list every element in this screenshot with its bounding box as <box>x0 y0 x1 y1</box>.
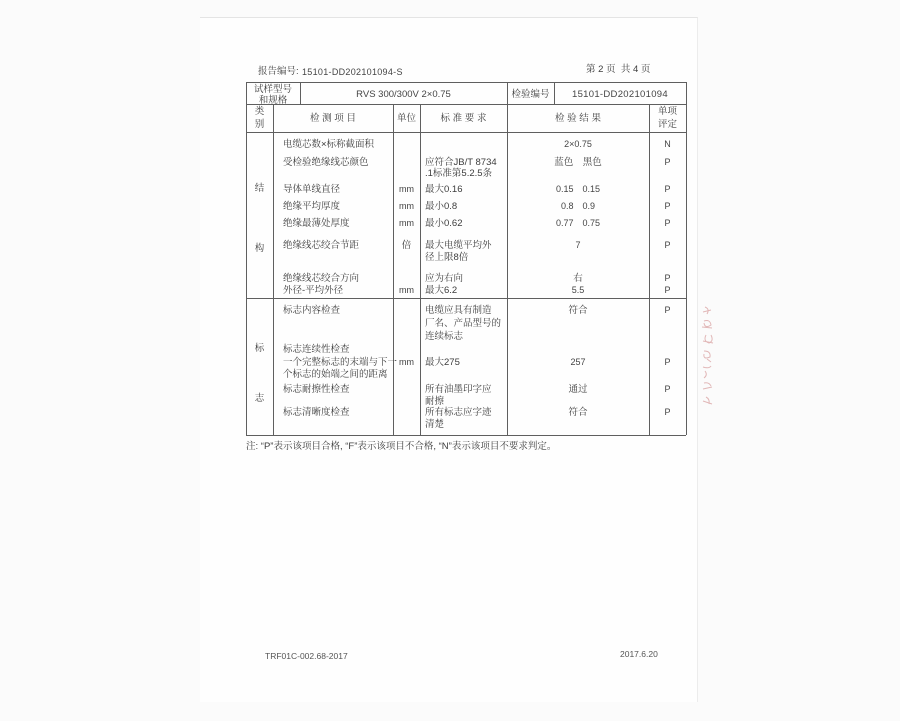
row4-item: 绝缘平均厚度 <box>283 201 341 212</box>
row10-unit: mm <box>399 357 414 367</box>
inspect-no-label: 检验编号 <box>511 89 550 100</box>
category-marking-char2: 志 <box>254 393 265 404</box>
row11-req-line1: 所有油墨印字应 <box>425 384 492 395</box>
row8-unit: mm <box>399 285 414 295</box>
category-structure-char2: 构 <box>254 243 265 254</box>
row9-result: 符合 <box>568 305 588 316</box>
col-unit: 单位 <box>396 113 416 124</box>
row3-item: 导体单线直径 <box>283 184 341 195</box>
inspect-no-value: 15101-DD202101094 <box>572 89 668 100</box>
row3-eval: P <box>664 184 671 194</box>
row10-result: 257 <box>570 357 586 367</box>
row10-item-line1: 标志连续性检查 <box>283 344 350 355</box>
row11-item: 标志耐擦性检查 <box>283 384 350 395</box>
col-category-line1: 类 <box>254 106 265 117</box>
row6-unit: 倍 <box>401 240 412 251</box>
row5-req: 最小0.62 <box>425 218 463 229</box>
row8-result: 5.5 <box>571 285 585 295</box>
table-line-section <box>246 298 686 299</box>
row10-item-line2: 一个完整标志的末端与下一 <box>283 357 398 368</box>
row3-unit: mm <box>399 184 414 194</box>
row6-item: 绝缘线芯绞合节距 <box>283 240 360 251</box>
row2-item: 受检验绝缘线芯颜色 <box>283 157 369 168</box>
row12-item: 标志清晰度检查 <box>283 407 350 418</box>
row10-req: 最大275 <box>425 357 460 368</box>
row5-unit: mm <box>399 218 414 228</box>
report-no-value: 15101-DD202101094-S <box>302 67 403 77</box>
row2-result: 蓝色 黑色 <box>554 157 602 168</box>
col-result: 检 验 结 果 <box>555 113 601 124</box>
row4-req: 最小0.8 <box>425 201 458 212</box>
report-no-label: 报告编号: <box>258 66 299 77</box>
footer-date: 2017.6.20 <box>620 649 658 659</box>
category-structure-char1: 结 <box>254 183 265 194</box>
row7-item: 绝缘线芯绞合方向 <box>283 273 360 284</box>
table-line-h1 <box>246 104 686 105</box>
table-line-h2 <box>246 132 686 133</box>
sample-label-line1: 试样型号 <box>253 84 292 95</box>
row7-eval: P <box>664 273 671 283</box>
row5-item: 绝缘最薄处厚度 <box>283 218 350 229</box>
row9-item: 标志内容检查 <box>283 305 341 316</box>
row6-result: 7 <box>575 240 581 250</box>
row8-eval: P <box>664 285 671 295</box>
row8-req: 最大6.2 <box>425 285 458 296</box>
row2-eval: P <box>664 157 671 167</box>
row12-eval: P <box>664 407 671 417</box>
footer-doc-code: TRF01C-002.68-2017 <box>265 651 348 661</box>
col-eval-line2: 评定 <box>657 119 677 130</box>
row9-eval: P <box>664 305 671 315</box>
table-border-right <box>686 82 687 435</box>
col-item: 检 测 项 目 <box>310 113 356 124</box>
row4-result: 0.8 0.9 <box>560 201 596 211</box>
row12-req-line2: 清楚 <box>425 419 445 430</box>
row7-req: 应为右向 <box>425 273 464 284</box>
table-line-category <box>273 104 274 435</box>
col-eval-line1: 单项 <box>657 106 677 117</box>
row3-result: 0.15 0.15 <box>555 184 601 194</box>
table-border-top <box>246 82 686 83</box>
row3-req: 最大0.16 <box>425 184 463 195</box>
row12-req-line1: 所有标志应字迹 <box>425 407 492 418</box>
sample-spec-value: RVS 300/300V 2×0.75 <box>356 89 451 100</box>
row10-item-line3: 个标志的始端之间的距离 <box>283 369 388 380</box>
sample-label-line2: 和规格 <box>258 95 288 106</box>
row5-result: 0.77 0.75 <box>555 218 601 228</box>
table-border-left <box>246 82 247 435</box>
row5-eval: P <box>664 218 671 228</box>
row12-result: 符合 <box>568 407 588 418</box>
row9-req-line2: 厂名、产品型号的 <box>425 318 502 329</box>
category-marking-char1: 标 <box>254 343 265 354</box>
table-border-bottom <box>246 435 686 436</box>
row6-req-line1: 最大电缆平均外 <box>425 240 492 251</box>
row10-eval: P <box>664 357 671 367</box>
row2-req-line1: 应符合JB/T 8734 <box>425 157 497 168</box>
legend-note: 注: “P”表示该项目合格, “F”表示该项目不合格, “N”表示该项目不要求判定。 <box>246 441 557 452</box>
row6-eval: P <box>664 240 671 250</box>
handwritten-red-annotation-icon <box>698 303 718 411</box>
col-category-line2: 别 <box>254 119 265 130</box>
table-line-requirement-result <box>507 82 508 435</box>
table-line-unit-req <box>420 104 421 435</box>
row9-req-line3: 连续标志 <box>425 331 464 342</box>
row4-eval: P <box>664 201 671 211</box>
row11-result: 通过 <box>568 384 588 395</box>
row6-req-line2: 径上限8倍 <box>425 252 469 263</box>
row1-eval: N <box>664 139 671 149</box>
table-line-item-unit <box>393 104 394 435</box>
row7-result: 右 <box>573 273 583 284</box>
row2-req-line2: .1标准第5.2.5条 <box>425 168 493 179</box>
row11-eval: P <box>664 384 671 394</box>
row8-item: 外径-平均外径 <box>283 285 344 296</box>
col-requirement: 标 准 要 求 <box>440 113 487 124</box>
row1-item: 电缆芯数×标称截面积 <box>283 139 375 150</box>
page-number-info: 第 2 页 共 4 页 <box>586 64 651 75</box>
row9-req-line1: 电缆应具有制造 <box>425 305 492 316</box>
row4-unit: mm <box>399 201 414 211</box>
row11-req-line2: 耐擦 <box>425 396 445 407</box>
row1-result: 2×0.75 <box>564 139 592 149</box>
